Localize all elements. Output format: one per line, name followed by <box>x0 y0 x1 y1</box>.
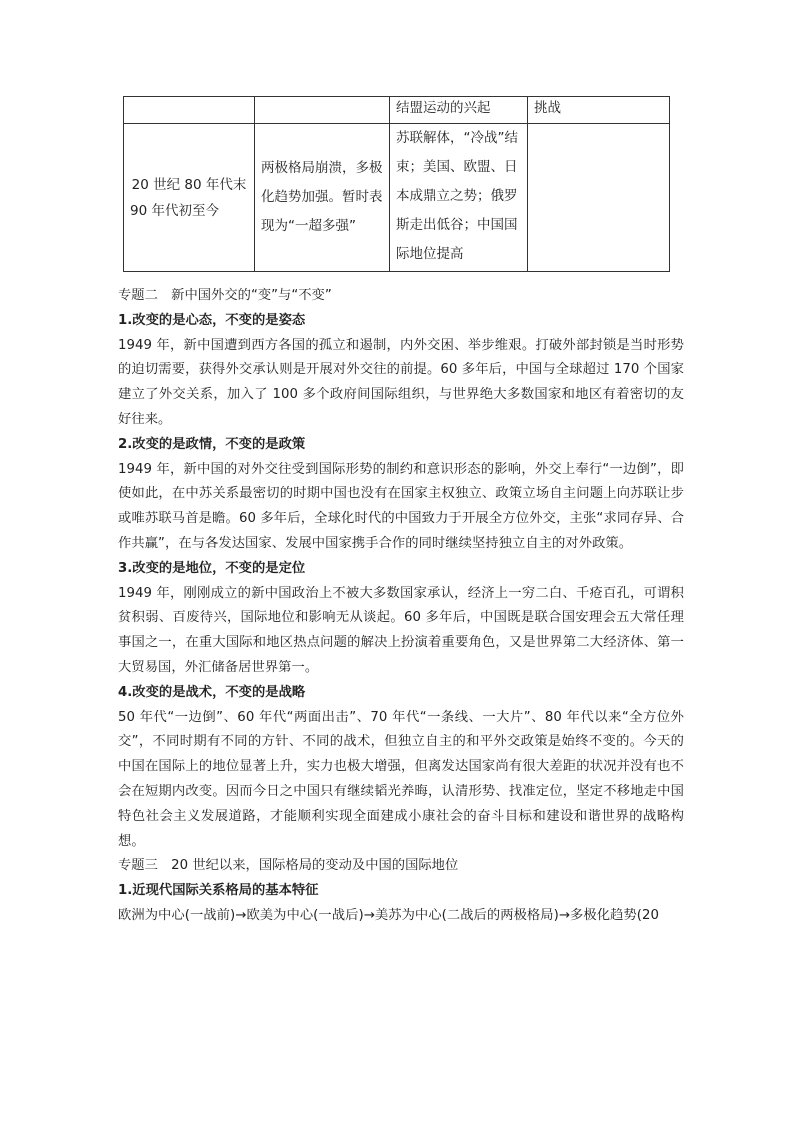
table-cell: 挑战 <box>528 97 670 124</box>
topic2-s3-heading: 3.改变的是地位，不变的是定位 <box>118 560 306 576</box>
body-text <box>118 284 684 929</box>
table-row <box>124 124 670 272</box>
topic3-s1-paragraph: 欧洲为中心(一战前)→欧美为中心(一战后)→美苏为中心(二战后的两极格局)→多极化趋势(20 <box>118 907 660 923</box>
period-line-1: 20 世纪 80 年代末 <box>131 176 247 193</box>
table-cell-period <box>124 124 255 272</box>
topic2-s3-paragraph: 1949 年，刚刚成立的新中国政治上不被大多数国家承认，经济上一穷二白、千疮百孔，可谓积贫积弱、百废待兴，国际地位和影响无从谈起。60 多年后，中国既是联合国安理会五大常任理事国之一，在重大国际和地区热点问题的解决上扮演着重要角色，又是世界第二大经济体、第一大贸易国，外汇储备居世界第一。 <box>118 585 684 675</box>
table-cell <box>255 97 390 124</box>
topic2-s1-paragraph: 1949 年，新中国遭到西方各国的孤立和遏制，内外交困、举步维艰。打破外部封锁是当时形势的迫切需要，获得外交承认则是开展对外交往的前提。60 多年后，中国与全球超过 170 个国家建立了外交关系，加入了 100 多个政府间国际组织，与世界绝大多数国家和地区有着密切的友好往来。 <box>118 337 684 427</box>
table-cell <box>124 97 255 124</box>
table-cell-empty <box>528 124 670 272</box>
topic2-title: 专题二 新中国外交的“变”与“不变” <box>118 288 332 303</box>
table-row <box>124 97 670 124</box>
topic2-s1-heading: 1.改变的是心态，不变的是姿态 <box>118 312 306 328</box>
history-pattern-table <box>123 96 670 272</box>
table-cell-features: 苏联解体，“冷战”结束；美国、欧盟、日本成鼎立之势；俄罗斯走出低谷；中国国际地位提高 <box>390 124 528 272</box>
topic3-title: 专题三 20 世纪以来，国际格局的变动及中国的国际地位 <box>118 858 459 874</box>
topic3-s1-heading: 1.近现代国际关系格局的基本特征 <box>118 883 319 899</box>
table-cell-pattern: 两极格局崩溃，多极化趋势加强。暂时表现为“一超多强” <box>255 124 390 272</box>
topic2-s2-heading: 2.改变的是政情，不变的是政策 <box>118 436 306 452</box>
period-line-2: 90 年代初至今 <box>130 202 219 219</box>
topic2-s4-paragraph: 50 年代“一边倒”、60 年代“两面出击”、70 年代“一条线、一大片”、80 年代以来“全方位外交”，不同时期有不同的方针、不同的战术，但独立自主的和平外交政策是始终不变的。今天的中国在国际上的地位显著上升，实力也极大增强，但离发达国家尚有很大差距的状况并没有也不会在短期内改变。因而今日之中国只有继续韬光养晦，认清形势、找准定位，坚定不移地走中国特色社会主义发展道路，才能顺利实现全面建成小康社会的奋斗目标和建设和谐世界的战略构想。 <box>118 709 684 849</box>
topic2-s2-paragraph: 1949 年，新中国的对外交往受到国际形势的制约和意识形态的影响，外交上奉行“一边倒”，即使如此，在中苏关系最密切的时期中国也没有在国家主权独立、政策立场自主问题上向苏联让步或唯苏联马首是瞻。60 多年后，全球化时代的中国致力于开展全方位外交，主张“求同存异、合作共赢”，在与各发达国家、发展中国家携手合作的同时继续坚持独立自主的对外政策。 <box>118 461 684 551</box>
topic2-s4-heading: 4.改变的是战术，不变的是战略 <box>118 684 306 700</box>
table-cell: 结盟运动的兴起 <box>390 97 528 124</box>
